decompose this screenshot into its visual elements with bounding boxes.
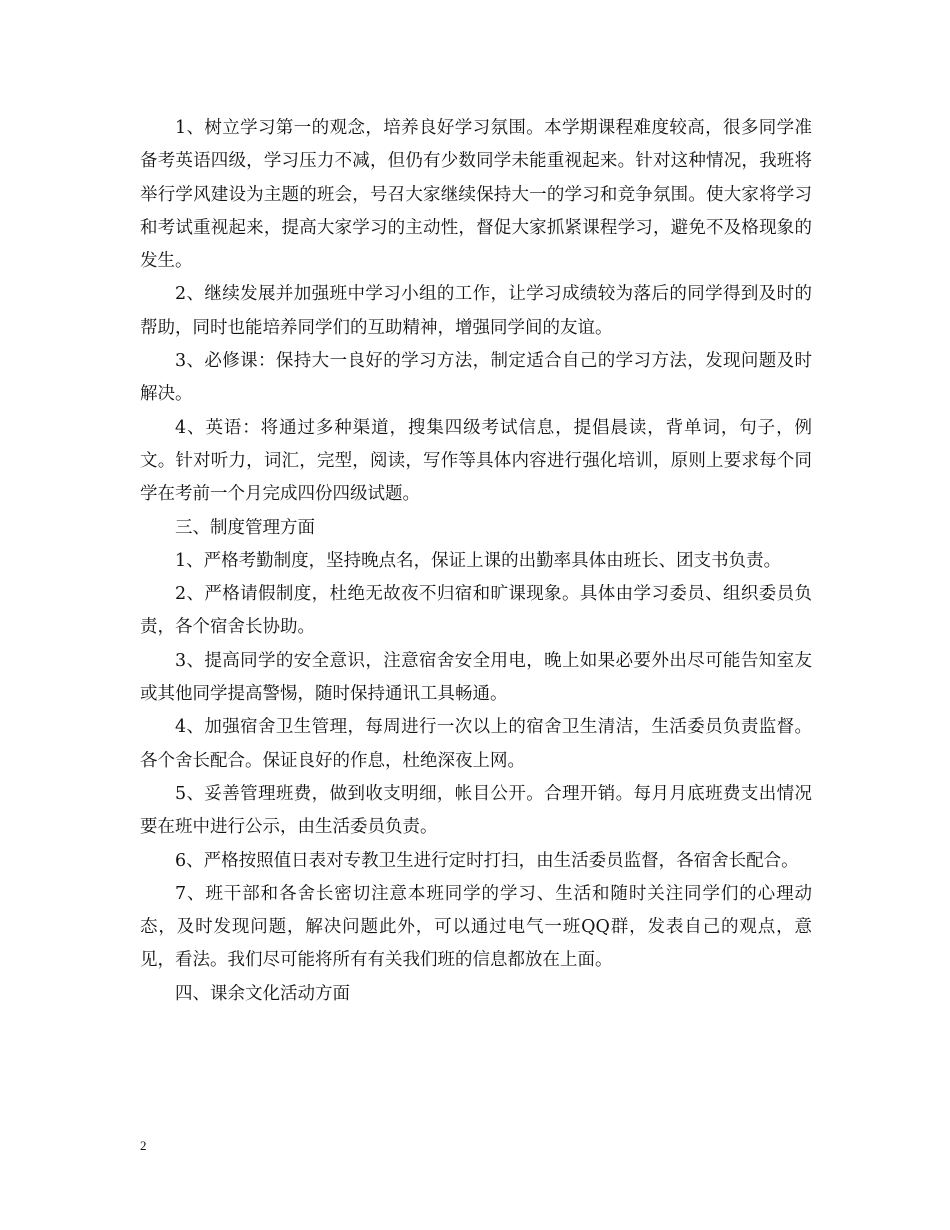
paragraph: 1、严格考勤制度，坚持晚点名，保证上课的出勤率具体由班长、团支书负责。 xyxy=(175,550,782,571)
document-body xyxy=(140,112,812,1011)
page-number: 2 xyxy=(140,1138,147,1153)
paragraph: 3、提高同学的安全意识，注意宿舍安全用电，晚上如果必要外出尽可能告知室友或其他同学提高警惕，随时保持通讯工具畅通。 xyxy=(140,650,812,705)
paragraph: 1、树立学习第一的观念，培养良好学习氛围。本学期课程难度较高，很多同学准备考英语四级，学习压力不减，但仍有少数同学未能重视起来。针对这种情况，我班将举行学风建设为主题的班会，号召大家继续保持大一的学习和竞争氛围。使大家将学习和考试重视起来，提高大家学习的主动性，督促大家抓紧课程学习，避免不及格现象的发生。 xyxy=(140,118,812,272)
paragraph: 5、妥善管理班费，做到收支明细，帐目公开。合理开销。每月月底班费支出情况要在班中进行公示，由生活委员负责。 xyxy=(140,783,812,838)
paragraph: 7、班干部和各舍长密切注意本班同学的学习、生活和随时关注同学们的心理动态，及时发现问题，解决问题此外，可以通过电气一班QQ群，发表自己的观点，意见，看法。我们尽可能将所有有关我们班的信息都放在上面。 xyxy=(140,883,812,971)
paragraph: 6、严格按照值日表对专教卫生进行定时打扫，由生活委员监督，各宿舍长配合。 xyxy=(175,850,799,871)
section-heading: 三、制度管理方面 xyxy=(175,517,315,538)
paragraph: 2、严格请假制度，杜绝无故夜不归宿和旷课现象。具体由学习委员、组织委员负责，各个宿舍长协助。 xyxy=(140,584,812,638)
paragraph: 3、必修课：保持大一良好的学习方法，制定适合自己的学习方法，发现问题及时解决。 xyxy=(140,351,812,405)
paragraph: 2、继续发展并加强班中学习小组的工作，让学习成绩较为落后的同学得到及时的帮助，同时也能培养同学们的互助精神，增强同学间的友谊。 xyxy=(140,284,812,338)
section-heading: 四、课余文化活动方面 xyxy=(175,983,350,1004)
paragraph: 4、英语：将通过多种渠道，搜集四级考试信息，提倡晨读，背单词，句子，例文。针对听力，词汇，完型，阅读，写作等具体内容进行强化培训，原则上要求每个同学在考前一个月完成四份四级试题。 xyxy=(140,417,812,505)
paragraph: 4、加强宿舍卫生管理，每周进行一次以上的宿舍卫生清洁，生活委员负责监督。各个舍长配合。保证良好的作息，杜绝深夜上网。 xyxy=(140,717,812,771)
